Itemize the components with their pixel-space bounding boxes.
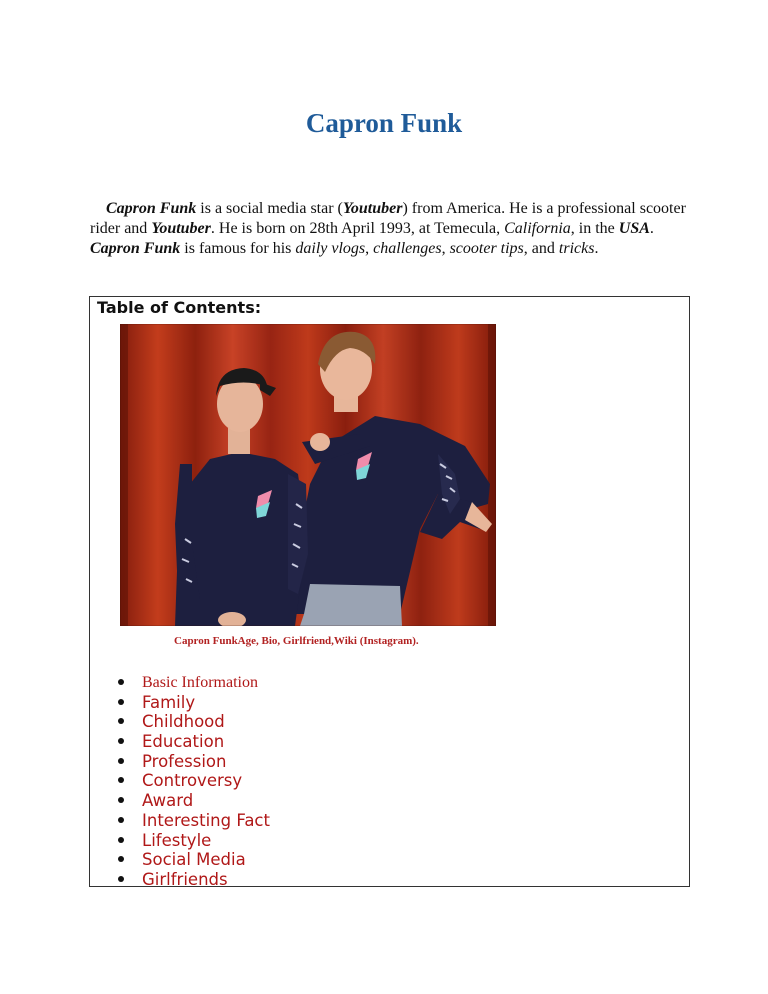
intro-text: , in the: [570, 220, 619, 237]
toc-link-family[interactable]: Family: [142, 692, 196, 712]
intro-youtuber: Youtuber: [342, 200, 403, 217]
intro-text: .: [649, 220, 654, 237]
intro-name: Capron Funk: [106, 200, 197, 217]
intro-california: California: [504, 220, 571, 237]
toc-item-interesting-fact: [90, 811, 270, 831]
toc-link-interesting-fact[interactable]: Interesting Fact: [142, 810, 270, 830]
bullet-icon: [118, 817, 124, 823]
intro-usa: USA: [618, 220, 650, 237]
bullet-icon: [118, 856, 124, 862]
toc-item-award: [90, 791, 270, 811]
intro-daily-vlogs: daily vlogs: [295, 240, 366, 257]
bullet-icon: [118, 679, 124, 685]
intro-text: is famous for his: [180, 240, 296, 257]
toc-heading: Table of Contents:: [97, 298, 262, 317]
bullet-icon: [118, 837, 124, 843]
bullet-icon: [118, 876, 124, 882]
toc-link-girlfriends[interactable]: Girlfriends: [142, 869, 228, 889]
intro-scooter-tips: scooter tips: [449, 240, 524, 257]
toc-item-family: [90, 693, 270, 713]
toc-item-profession: [90, 752, 270, 772]
bullet-icon: [118, 797, 124, 803]
toc-item-education: [90, 732, 270, 752]
intro-text: . He is born on 28th April 1993, at Temecula,: [210, 220, 505, 237]
toc-item-social-media: [90, 850, 270, 870]
bullet-icon: [118, 699, 124, 705]
intro-name: Capron Funk: [90, 240, 181, 257]
toc-item-basic-information: [90, 673, 270, 693]
intro-text: ,: [365, 240, 374, 257]
toc-item-controversy: [90, 771, 270, 791]
profile-photo: [120, 324, 496, 626]
photo-illustration: [120, 324, 496, 626]
bullet-icon: [118, 738, 124, 744]
toc-item-girlfriends: [90, 870, 270, 890]
intro-paragraph: [90, 199, 690, 259]
toc-link-basic-information[interactable]: Basic Information: [142, 674, 258, 691]
bullet-icon: [118, 758, 124, 764]
toc-item-childhood: [90, 712, 270, 732]
toc-item-lifestyle: [90, 831, 270, 851]
toc-link-education[interactable]: Education: [142, 732, 225, 752]
intro-tricks: tricks: [558, 240, 595, 257]
toc-link-lifestyle[interactable]: Lifestyle: [142, 830, 212, 850]
toc-list: [90, 673, 270, 890]
page-title: Capron Funk: [305, 108, 463, 138]
intro-text: ,: [441, 240, 450, 257]
toc-link-award[interactable]: Award: [142, 791, 194, 811]
intro-challenges: challenges: [373, 240, 442, 257]
intro-youtuber: Youtuber: [151, 220, 211, 237]
toc-link-social-media[interactable]: Social Media: [142, 850, 246, 870]
photo-caption: Capron FunkAge, Bio, Girlfriend,Wiki (Instagram).: [174, 635, 419, 647]
toc-link-childhood[interactable]: Childhood: [142, 712, 225, 732]
intro-text: is a social media star (: [196, 200, 343, 217]
intro-text: .: [594, 240, 599, 257]
bullet-icon: [118, 718, 124, 724]
toc-link-profession[interactable]: Profession: [142, 751, 227, 771]
intro-text: , and: [523, 240, 559, 257]
toc-link-controversy[interactable]: Controversy: [142, 771, 243, 791]
intro-text: ) from America. He is a professional scooter rider and: [90, 200, 686, 237]
table-of-contents: [89, 296, 690, 887]
bullet-icon: [118, 777, 124, 783]
